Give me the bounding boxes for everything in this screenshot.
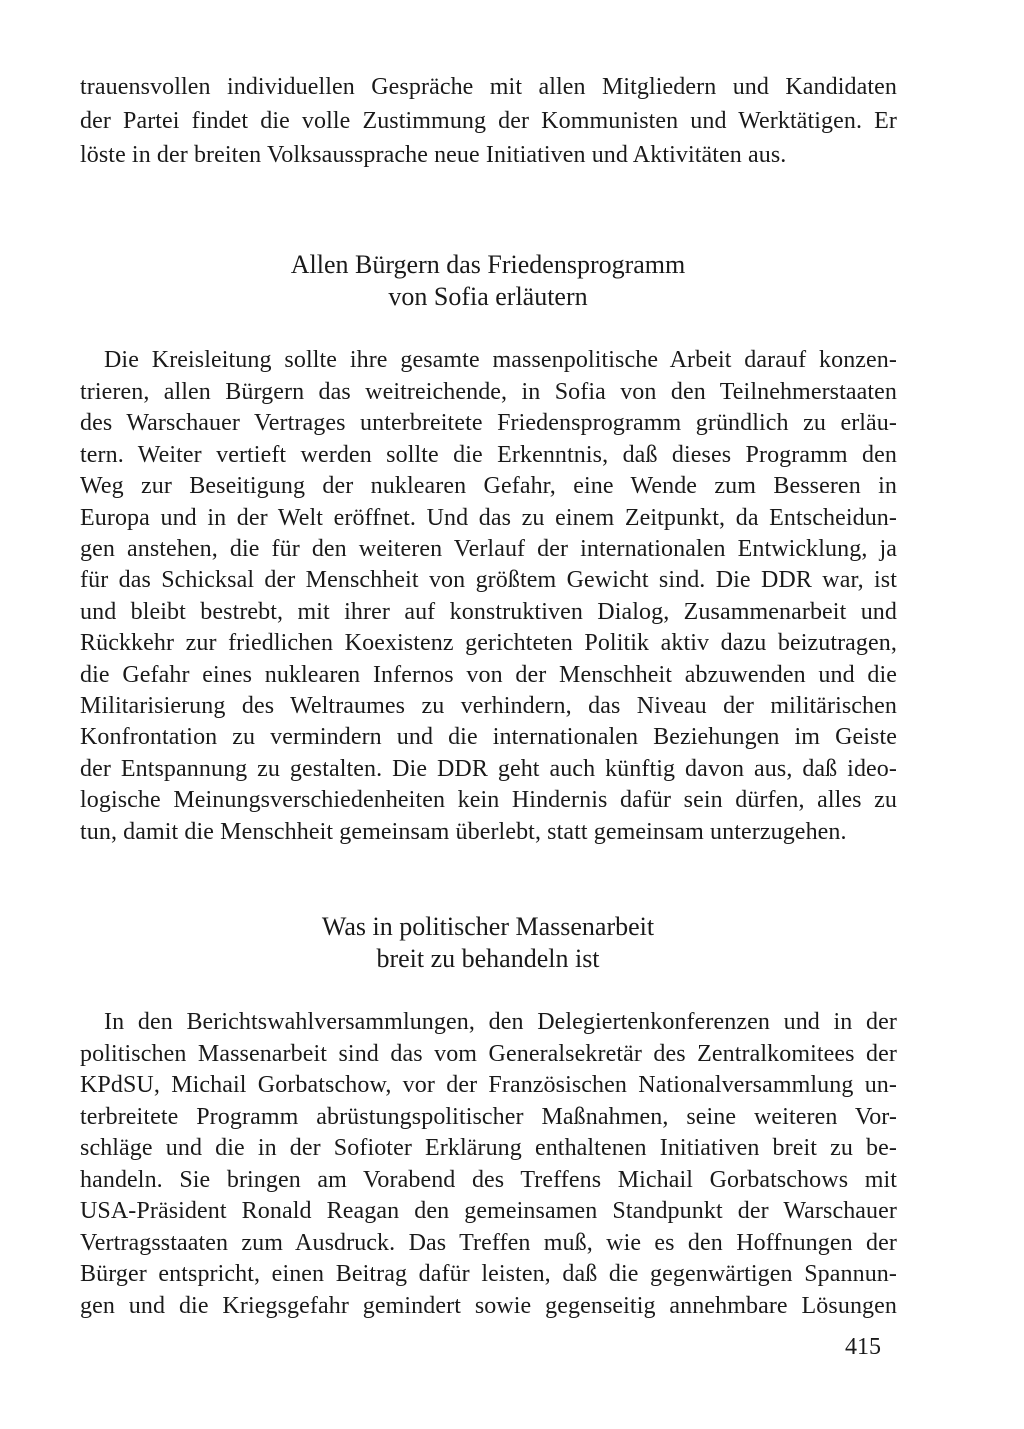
text-line: Bürger entspricht, einen Beitrag dafür leisten, daß die gegenwärtigen Spannun- [80, 1261, 897, 1287]
heading-line: Allen Bürgern das Friedensprogramm [290, 250, 686, 279]
text-line: tun, damit die Menschheit gemeinsam überlebt, statt gemeinsam unterzugehen. [80, 819, 847, 845]
text-line: der Partei findet die volle Zustimmung der Kommunisten und Werktätigen. Er [80, 108, 897, 134]
heading-line: von Sofia erläutern [388, 282, 588, 311]
text-line: Konfrontation zu vermindern und die internationalen Beziehungen im Geiste [80, 724, 897, 750]
text-line: handeln. Sie bringen am Vorabend des Treffens Michail Gorbatschows mit [80, 1167, 897, 1193]
text-line: Vertragsstaaten zum Ausdruck. Das Treffen muß, wie es den Hoffnungen der [80, 1230, 897, 1256]
text-line: terbreitete Programm abrüstungspolitischer Maßnahmen, seine weiteren Vor- [80, 1104, 897, 1130]
text-line: trauensvollen individuellen Gespräche mit allen Mitgliedern und Kandidaten [80, 74, 897, 100]
text-line: Weg zur Beseitigung der nuklearen Gefahr, eine Wende zum Besseren in [80, 473, 897, 499]
text-line: tern. Weiter vertieft werden sollte die Erkenntnis, daß dieses Programm den [80, 442, 897, 468]
text-line: die Gefahr eines nuklearen Infernos von der Menschheit abzuwenden und die [80, 662, 897, 688]
text-line: der Entspannung zu gestalten. Die DDR geht auch künftig davon aus, daß ideo- [80, 756, 897, 782]
text-line: für das Schicksal der Menschheit von größtem Gewicht sind. Die DDR war, ist [80, 567, 897, 593]
text-line: In den Berichtswahlversammlungen, den Delegiertenkonferenzen und in der [104, 1009, 897, 1035]
text-line: trieren, allen Bürgern das weitreichende, in Sofia von den Teilnehmerstaaten [80, 379, 897, 405]
text-line: Rückkehr zur friedlichen Koexistenz gerichteten Politik aktiv dazu beizutragen, [80, 630, 897, 656]
text-line: Europa und in der Welt eröffnet. Und das zu einem Zeitpunkt, da Entscheidun- [80, 505, 897, 531]
text-line: Militarisierung des Weltraumes zu verhindern, das Niveau der militärischen [80, 693, 897, 719]
text-line: Die Kreisleitung sollte ihre gesamte massenpolitische Arbeit darauf konzen- [104, 347, 897, 373]
page-number: 415 [845, 1334, 881, 1360]
text-line: logische Meinungsverschiedenheiten kein Hindernis dafür sein dürfen, alles zu [80, 787, 897, 813]
text-line: gen und die Kriegsgefahr gemindert sowie gegenseitig annehmbare Lösungen [80, 1293, 897, 1319]
text-line: politischen Massenarbeit sind das vom Generalsekretär des Zentralkomitees der [80, 1041, 897, 1067]
text-line: USA-Präsident Ronald Reagan den gemeinsamen Standpunkt der Warschauer [80, 1198, 897, 1224]
text-line: schläge und die in der Sofioter Erklärung enthaltenen Initiativen breit zu be- [80, 1135, 897, 1161]
text-line: des Warschauer Vertrages unterbreitete Friedensprogramm gründlich zu erläu- [80, 410, 897, 436]
text-line: gen anstehen, die für den weiteren Verlauf der internationalen Entwicklung, ja [80, 536, 897, 562]
heading-line: Was in politischer Massenarbeit [321, 912, 655, 941]
heading-line: breit zu behandeln ist [376, 944, 600, 973]
text-line: löste in der breiten Volksaussprache neue Initiativen und Aktivitäten aus. [80, 142, 787, 168]
text-line: und bleibt bestrebt, mit ihrer auf konstruktiven Dialog, Zusammenarbeit und [80, 599, 897, 625]
text-line: KPdSU, Michail Gorbatschow, vor der Französischen Nationalversammlung un- [80, 1072, 897, 1098]
